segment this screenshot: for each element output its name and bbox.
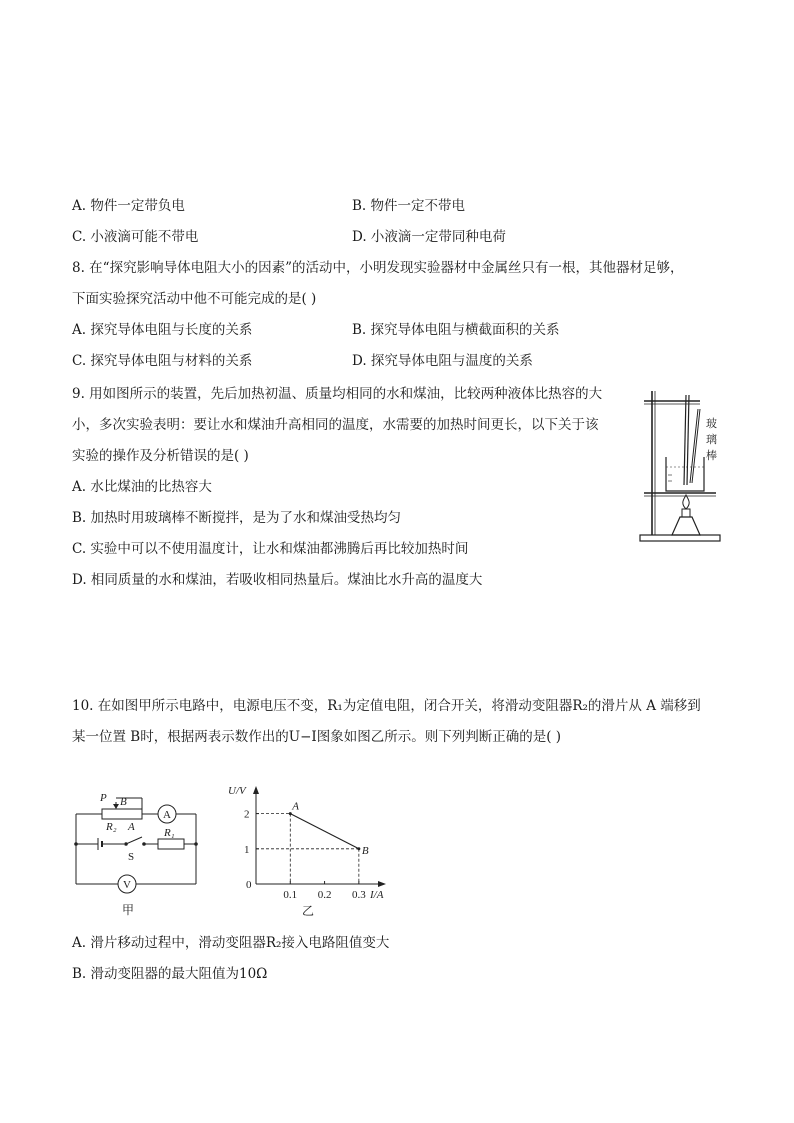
q8-option-c: C. 探究导体电阻与材料的关系 [72,353,253,369]
q7-option-d: D. 小液滴一定带同种电荷 [352,229,506,245]
q10-stem-line1: 10. 在如图甲所示电路中，电源电压不变，R₁为定值电阻，闭合开关，将滑动变阻器R₂的滑片从 A 端移到 [72,698,701,714]
y-axis-arrow [253,786,259,794]
x-tick-label: 0.2 [317,889,332,901]
circuit-caption: 甲 [121,903,135,917]
q8-stem-line1: 8. 在“探究影响导体电阻大小的因素”的活动中，小明发现实验器材中金属丝只有一根，其他器材足够， [72,260,684,276]
q9-stem-line1: 9. 用如图所示的装置，先后加热初温、质量均相同的水和煤油，比较两种液体比热容的大 [72,386,603,402]
circuit-diagram [68,788,208,920]
slider-label-b: B [120,796,127,808]
q7-option-b: B. 物件一定不带电 [352,198,466,214]
q9-option-c: C. 实验中可以不使用温度计，让水和煤油都沸腾后再比较加热时间 [72,541,469,557]
q7-option-c: C. 小液滴可能不带电 [72,229,199,245]
slider-label-p: P [100,792,107,804]
point-label-a: A [292,800,300,813]
glass-rod-label-3: 棒 [706,450,717,462]
voltmeter-label: V [123,879,131,891]
q8-option-b: B. 探究导体电阻与横截面积的关系 [352,322,560,338]
y-tick-label: 2 [244,808,250,821]
y-axis-label: U/V [228,786,246,797]
q10-stem-line2: 某一位置 B时，根据两表示数作出的U−I图象如图乙所示。则下列判断正确的是( ) [72,729,562,745]
q7-option-a: A. 物件一定带负电 [72,198,185,214]
resistor-label-r1: R₁ [164,827,175,839]
origin-label: 0 [246,879,252,891]
heating-apparatus-figure [636,387,726,547]
q9-stem-line2: 小，多次实验表明：要让水和煤油升高相同的温度，水需要的加热时间更长，以下关于该 [72,417,599,433]
q10-option-a: A. 滑片移动过程中，滑动变阻器R₂接入电路阻值变大 [72,935,390,951]
q9-option-b: B. 加热时用玻璃棒不断搅拌，是为了水和煤油受热均匀 [72,510,402,526]
rheostat-label-r2: R₂ [106,821,117,833]
x-axis-label: I/A [370,889,384,901]
rheostat-end-label-a: A [128,821,135,833]
q8-option-a: A. 探究导体电阻与长度的关系 [72,322,253,338]
q9-stem-line3: 实验的操作及分析错误的是( ) [72,448,249,464]
y-tick-label: 1 [244,843,250,856]
u-i-graph [222,786,394,922]
x-tick-label: 0.1 [283,889,298,901]
q8-option-d: D. 探究导体电阻与温度的关系 [352,353,533,369]
q10-option-b: B. 滑动变阻器的最大阻值为10Ω [72,966,268,982]
glass-rod-label-1: 玻 [706,418,717,430]
switch-label-s: S [128,851,135,863]
q9-option-d: D. 相同质量的水和煤油，若吸收相同热量后。煤油比水升高的温度大 [72,572,483,588]
x-axis-arrow [378,881,386,887]
data-point-b [357,847,360,850]
series-line [290,814,359,849]
q9-option-a: A. 水比煤油的比热容大 [72,479,212,495]
q8-stem-line2: 下面实验探究活动中他不可能完成的是( ) [72,291,317,307]
graph-caption: 乙 [301,904,315,918]
ammeter-label: A [163,809,171,821]
glass-rod-label-2: 璃 [706,434,717,446]
x-tick-label: 0.3 [351,889,366,901]
point-label-b: B [361,844,369,857]
